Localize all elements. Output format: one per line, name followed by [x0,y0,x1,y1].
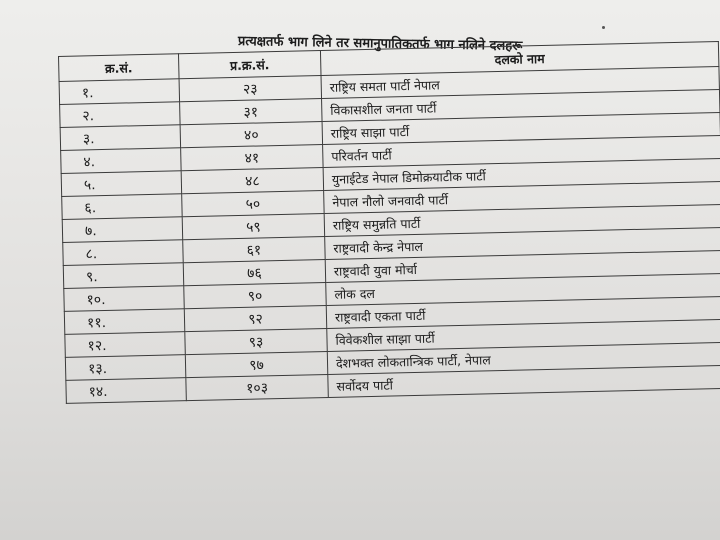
cell-party-number: ५९ [182,214,324,240]
cell-serial: ४. [61,148,181,174]
ink-dot [602,26,605,29]
cell-serial: ५. [61,171,181,197]
cell-serial: १. [59,79,179,105]
cell-party-name: विकासशील जनता पार्टी [322,90,720,122]
cell-party-number: ९३ [185,328,327,354]
cell-party-name: राष्ट्रिय समुन्नति पार्टी [324,204,720,236]
cell-party-number: ९० [184,282,326,308]
cell-serial: ३. [60,125,180,151]
cell-party-name: विवेकशील साझा पार्टी [327,319,720,351]
cell-party-number: १०३ [186,374,328,400]
cell-serial: १३. [65,355,185,381]
cell-serial: ११. [64,309,184,335]
cell-party-number: ४१ [181,145,323,171]
cell-party-name: लोक दल [326,273,720,305]
cell-party-name: राष्ट्रिय समता पार्टी नेपाल [321,67,719,99]
cell-party-name: राष्ट्रवादी केन्द्र नेपाल [325,227,720,259]
cell-party-number: ३१ [180,99,322,125]
cell-party-number: ४८ [181,168,323,194]
cell-party-name: परिवर्तन पार्टी [323,135,720,167]
party-table-container [58,41,720,438]
cell-party-number: ४० [180,122,322,148]
cell-party-name: राष्ट्रवादी युवा मोर्चा [325,250,720,282]
cell-party-number: ५० [182,191,324,217]
cell-party-number: ६१ [183,236,325,262]
document-title: प्रत्यक्षतर्फ भाग लिने तर समानुपातिकतर्फ भाग नलिने दलहरू [237,34,523,54]
cell-serial: ६. [62,194,182,220]
cell-serial: ८. [63,240,183,266]
cell-party-number: ९७ [185,351,327,377]
cell-party-name: सर्वोदय पार्टी [328,365,720,397]
cell-party-name: देशभक्त लोकतान्त्रिक पार्टी, नेपाल [327,342,720,374]
cell-serial: १०. [64,286,184,312]
cell-serial: ७. [62,217,182,243]
cell-serial: २. [60,102,180,128]
cell-serial: ९. [63,263,183,289]
header-serial: क्र.सं. [59,54,180,82]
cell-party-number: ७६ [183,259,325,285]
party-table [58,41,720,404]
cell-party-name: राष्ट्रवादी एकता पार्टी [326,296,720,328]
cell-serial: १२. [65,332,185,358]
cell-party-number: ९२ [184,305,326,331]
cell-party-name: युनाईटेड नेपाल डिमोक्रयाटीक पार्टी [323,158,720,190]
cell-party-number: २३ [179,76,321,102]
header-party-number: प्र.क्र.सं. [178,51,321,79]
cell-party-name: राष्ट्रिय साझा पार्टी [322,112,720,144]
cell-party-name: नेपाल नौलो जनवादी पार्टी [324,181,720,213]
header-party-name: दलको नाम [320,42,718,76]
cell-serial: १४. [66,378,186,404]
